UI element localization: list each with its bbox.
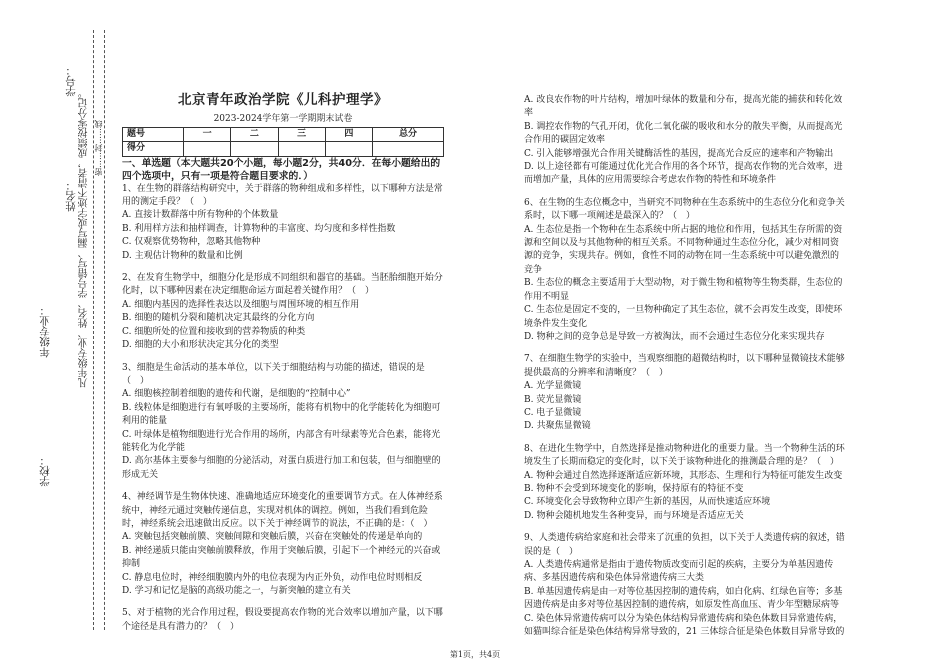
answer-option: B. 生态位的概念主要适用于大型动物，对于微生物和植物等生物类群，生态位的作用不明显: [524, 278, 843, 302]
section-title: 一、单选题（本大题共20个小题，每小题2分，共40分．在每小题给出的四个选项中，只有一项是符合题目要求的．）: [122, 157, 441, 182]
answer-option: C. 静息电位时，神经细胞膜内外的电位表现为内正外负，动作电位时则相反: [122, 572, 423, 583]
score-header-cell: 二: [231, 127, 278, 141]
answer-option: A. 直接计数群落中所有物种的个体数量: [122, 210, 279, 221]
answer-option: D. 以上途径都有可能通过优化光合作用的各个环节，提高农作物的光合效率，进而增加产量，具体的应用需要综合考虑农作物的特性和环境条件: [524, 162, 843, 186]
notice-text: 凡年级专业、姓名、学号错写、漏写或字迹不清者，成绩按零分记。: [79, 88, 90, 388]
score-table-score-row: [123, 142, 444, 156]
answer-option: C. 染色体异常遗传病可以分为染色体结构异常遗传病和染色体数目异常遗传病，如猫叫综合征是染色体结构异常导致的，21 三体综合征是染色体数目异常导致的: [524, 613, 845, 638]
question-stem: 9、人类遗传病给家庭和社会带来了沉重的负担，以下关于人类遗传病的叙述，错误的是（ ）: [524, 533, 845, 557]
seal-line-inner: [104, 30, 105, 630]
question-stem: 2、在发育生物学中，细胞分化是形成不同组织和器官的基础。当胚胎细胞开始分化时，以下哪种因素在决定细胞命运方面起着关键作用？（ ）: [122, 273, 443, 297]
answer-option: D. 物种之间的竞争总是导致一方被淘汰，而不会通过生态位分化来实现共存: [524, 331, 825, 342]
right-question-list: [524, 94, 846, 639]
page-footer: 第1页，共4页: [449, 650, 501, 659]
answer-option: C. 环境变化会导致物种立即产生新的基因，从而快速适应环境: [524, 497, 771, 508]
score-table-header-row: [123, 127, 444, 141]
left-column: [122, 0, 444, 634]
answer-option: A. 改良农作物的叶片结构，增加叶绿体的数量和分布，提高光能的捕获和转化效率: [524, 95, 843, 119]
answer-option: A. 生态位是指一个物种在生态系统中所占据的地位和作用，包括其生存所需的资源和空间以及与其他物种的相互关系。不同物种通过生态位分化，减少对相同资源的竞争，实现共存。例如，食性不同的动物在同一生态系统中可以避免激烈的竞争: [524, 224, 843, 275]
exam-subtitle: 2023-2024学年第一学期期末试卷: [213, 114, 353, 125]
score-header-cell: 三: [278, 127, 325, 141]
score-header-cell: 总分: [373, 127, 444, 141]
answer-option: C. 引入能够增强光合作用关键酶活性的基因，提高光合反应的速率和产物输出: [524, 148, 834, 159]
score-input-cell[interactable]: [184, 142, 231, 156]
score-input-cell[interactable]: [373, 142, 444, 156]
answer-option: A. 突触包括突触前膜、突触间隙和突触后膜，兴奋在突触处的传递是单向的: [122, 532, 423, 543]
score-header-cell: 一: [184, 127, 231, 141]
answer-option: A. 细胞内基因的选择性表达以及细胞与周围环境的相互作用: [122, 299, 360, 310]
exam-title: 北京青年政治学院《儿科护理学》: [178, 92, 388, 108]
question-stem: 7、在细胞生物学的实验中，当观察细胞的超微结构时，以下哪种显微镜技术能够提供最高的分辨率和清晰度？（ ）: [524, 354, 845, 378]
right-column: [524, 0, 846, 639]
name-label: 姓名：: [65, 180, 77, 212]
answer-option: D. 主观估计物种的数量和比例: [122, 250, 243, 261]
question-stem: 1、在生物的群落结构研究中，关于群落的物种组成和多样性，以下哪种方法是常用的测定手段？（ ）: [122, 183, 443, 208]
score-input-cell[interactable]: [325, 142, 372, 156]
question-stem: 8、在进化生物学中，自然选择是推动物种进化的重要力量。当一个物种生活的环境发生了长期而稳定的变化时，以下关于该物种进化的推测最合理的是？（ ）: [524, 443, 845, 468]
answer-option: C. 细胞所处的位置和接收到的营养物质的种类: [122, 326, 306, 337]
answer-option: C. 仅观察优势物种，忽略其他物种: [122, 237, 261, 248]
answer-option: A. 细胞核控制着细胞的遗传和代谢，是细胞的“控制中心”: [122, 389, 351, 400]
question-stem: 6、在生物的生态位概念中，当研究不同物种在生态系统中的生态位分化和竞争关系时，以下哪一项阐述是最深入的？（ ）: [524, 197, 845, 222]
answer-option: A. 人类遗传病通常是指由于遗传物质改变而引起的疾病，主要分为单基因遗传病、多基因遗传病和染色体异常遗传病三大类: [524, 560, 834, 584]
question-stem: 5、对于植物的光合作用过程，假设要提高农作物的光合效率以增加产量，以下哪个途径是具有潜力的？（ ）: [122, 608, 443, 632]
answer-option: C. 叶绿体是植物细胞进行光合作用的场所，内部含有叶绿素等光合色素，能将光能转化为化学能: [122, 429, 441, 453]
score-input-cell[interactable]: [278, 142, 325, 156]
left-question-list: [122, 183, 444, 635]
answer-option: D. 共聚焦显微镜: [524, 421, 591, 432]
seal-line-text: 密……封……线: [94, 120, 103, 176]
answer-option: B. 物种不会受到环境变化的影响，保持原有的特征不变: [524, 483, 744, 494]
answer-option: D. 物种会随机地发生各种变异，而与环境是否适应无关: [524, 510, 744, 521]
answer-option: B. 神经递质只能由突触前膜释放，作用于突触后膜，引起下一个神经元的兴奋或抑制: [122, 545, 441, 570]
student-id-label: 学号：: [65, 65, 77, 97]
question-stem: 4、神经调节是生物体快速、准确地适应环境变化的重要调节方式。在人体神经系统中，神经元通过突触传递信息，实现对机体的调控。例如，当我们看到危险时，神经系统会迅速做出反应。以下关于神经调节的说法，不正确的是：（ ）: [122, 492, 443, 529]
answer-option: B. 单基因遗传病是由一对等位基因控制的遗传病，如白化病、红绿色盲等；多基因遗传病是由多对等位基因控制的遗传病，如原发性高血压、青少年型糖尿病等: [524, 586, 843, 611]
score-header-cell: 题号: [123, 127, 184, 141]
answer-option: D. 细胞的大小和形状决定其分化的类型: [122, 340, 279, 351]
answer-option: B. 细胞的随机分裂和随机决定其最终的分化方向: [122, 313, 315, 324]
answer-option: B. 利用样方法和抽样调查，计算物种的丰富度、均匀度和多样性指数: [122, 223, 396, 234]
answer-option: D. 学习和记忆是脑的高级功能之一，与新突触的建立有关: [122, 586, 351, 596]
score-header-cell: 四: [325, 127, 372, 141]
class-label: 年级专业：: [39, 305, 51, 358]
school-label: 学校：: [39, 455, 51, 487]
answer-option: A. 光学显微镜: [524, 381, 582, 392]
question-stem: 3、细胞是生命活动的基本单位，以下关于细胞结构与功能的描述，错误的是（ ）: [122, 362, 425, 386]
binding-margin: [0, 0, 110, 672]
answer-option: B. 荧光显微镜: [524, 394, 582, 405]
answer-option: B. 调控农作物的气孔开闭，优化二氧化碳的吸收和水分的散失平衡，从而提高光合作用的碳固定效率: [524, 121, 843, 146]
answer-option: D. 高尔基体主要参与细胞的分泌活动，对蛋白质进行加工和包装，但与细胞壁的形成无关: [122, 456, 441, 480]
score-input-cell[interactable]: [231, 142, 278, 156]
answer-option: C. 生态位是固定不变的，一旦物种确定了其生态位，就不会再发生改变，即使环境条件发生变化: [524, 305, 843, 329]
answer-option: B. 线粒体是细胞进行有氧呼吸的主要场所，能将有机物中的化学能转化为细胞可利用的能量: [122, 402, 441, 427]
score-table: [122, 127, 444, 157]
score-row-label: 得分: [123, 142, 184, 156]
answer-option: C. 电子显微镜: [524, 407, 582, 418]
answer-option: A. 物种会通过自然选择逐渐适应新环境，其形态、生理和行为特征可能发生改变: [524, 470, 843, 481]
